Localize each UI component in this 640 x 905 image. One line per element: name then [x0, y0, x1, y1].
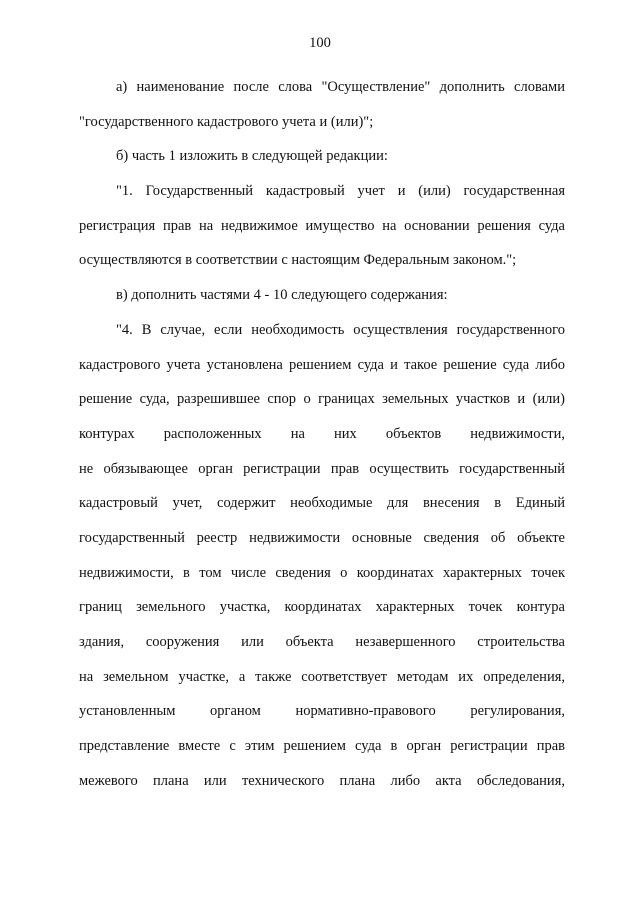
text-line: не обязывающее орган регистрации прав осуществить государственный [79, 460, 565, 477]
text-line: регистрация прав на недвижимое имущество на основании решения суда [79, 217, 565, 234]
text-line: представление вместе с этим решением суда в орган регистрации прав [79, 738, 565, 755]
text-line: осуществляются в соответствии с настоящим Федеральным законом."; [79, 252, 517, 269]
text-line: в) дополнить частями 4 - 10 следующего содержания: [116, 287, 448, 304]
text-line: недвижимости, в том числе сведения о координатах характерных точек [79, 564, 565, 581]
text-line: "4. В случае, если необходимость осуществления государственного [116, 321, 565, 338]
text-line: здания, сооружения или объекта незавершенного строительства [79, 634, 565, 650]
text-line: контурах расположенных на них объектов недвижимости, [79, 425, 565, 442]
text-line: межевого плана или технического плана либо акта обследования, [79, 772, 565, 789]
page-number: 100 [309, 35, 331, 51]
text-line: кадастровый учет, содержит необходимые для внесения в Единый [79, 495, 565, 512]
document-body [79, 70, 565, 798]
text-line: "государственного кадастрового учета и (или)"; [79, 113, 374, 130]
text-line: решение суда, разрешившее спор о границах земельных участков и (или) [79, 391, 565, 408]
text-line: на земельном участке, а также соответствует методам их определения, [79, 668, 565, 685]
text-line: б) часть 1 изложить в следующей редакции: [116, 148, 388, 165]
text-line: границ земельного участка, координатах характерных точек контура [79, 599, 565, 616]
text-line: а) наименование после слова "Осуществление" дополнить словами [116, 79, 565, 95]
text-line: кадастрового учета установлена решением суда и такое решение суда либо [79, 356, 565, 373]
text-line: установленным органом нормативно-правового регулирования, [79, 703, 565, 720]
text-line: государственный реестр недвижимости основные сведения об объекте [79, 529, 565, 546]
text-line: "1. Государственный кадастровый учет и (или) государственная [116, 183, 565, 200]
